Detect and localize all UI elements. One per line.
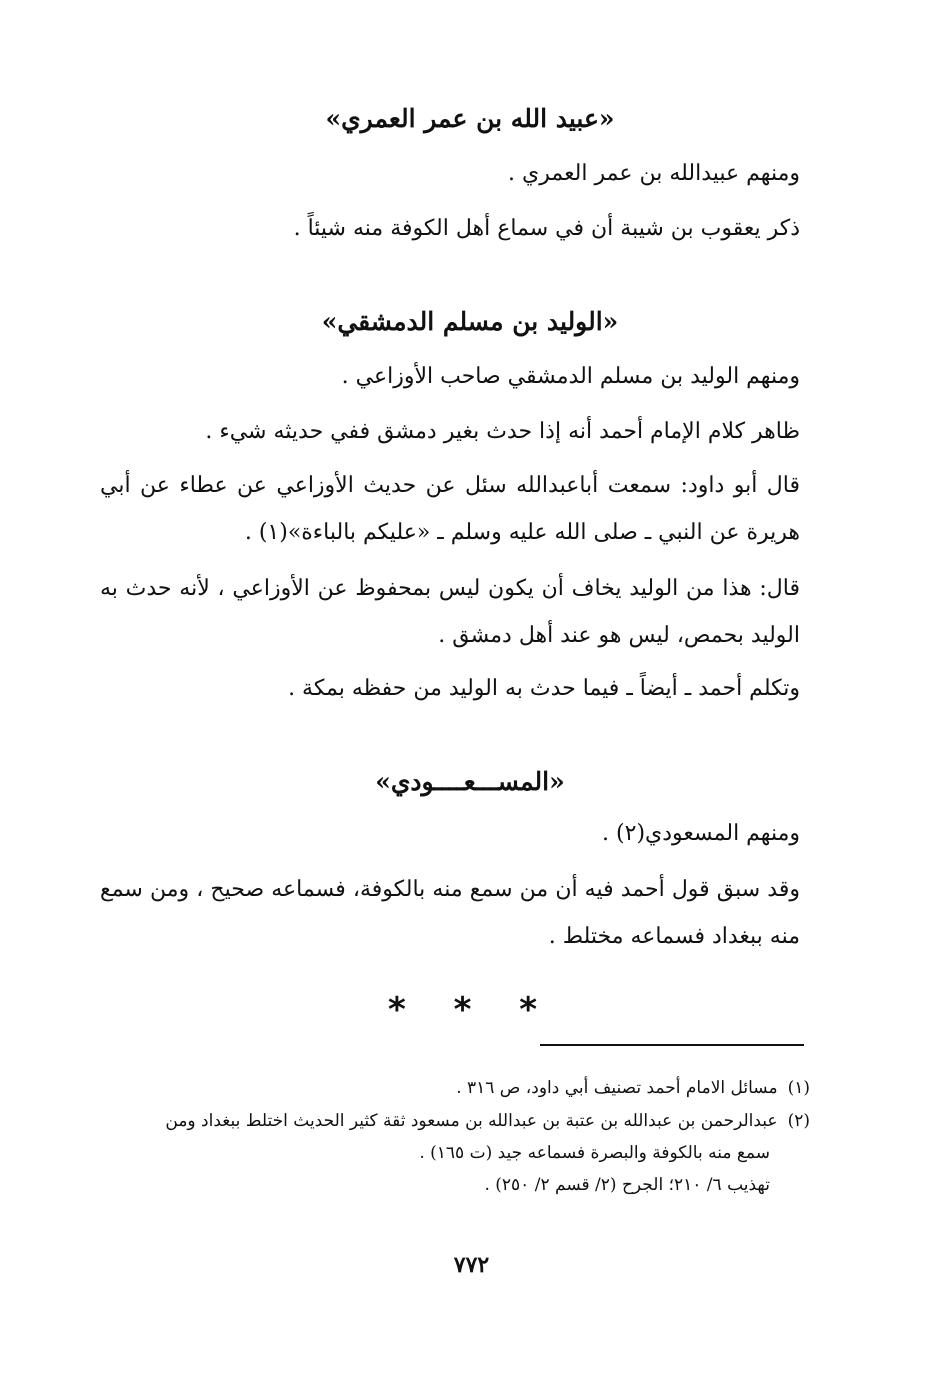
paragraph: ومنهم المسعودي(٢) .	[602, 821, 800, 846]
footnote-text: مسائل الامام أحمد تصنيف أبي داود، ص ٣١٦ .	[456, 1078, 778, 1098]
page-number: ٧٧٢	[453, 1252, 490, 1278]
footnote-2-line-2: سمع منه بالكوفة والبصرة فسماعه جيد (ت ١٦٥) .	[419, 1143, 770, 1163]
footnote-number: (١)	[787, 1078, 810, 1098]
paragraph: ذكر يعقوب بن شيبة أن في سماع أهل الكوفة منه شيئاً .	[293, 216, 800, 241]
paragraph: قال أبو داود: سمعت أباعبدالله سئل عن حديث الأوزاعي عن عطاء عن أبي هريرة عن النبي ـ صلى الله عليه وسلم ـ «عليكم بالباءة»(١) .	[100, 473, 800, 545]
paragraph: ومنهم الوليد بن مسلم الدمشقي صاحب الأوزاعي .	[341, 364, 800, 389]
section-title-masudi: «المســـعــــودي»	[375, 767, 565, 796]
footnote-rule	[540, 1044, 804, 1046]
section-separator: * * *	[387, 990, 555, 1030]
footnote-text: عبدالرحمن بن عبدالله بن عتبة بن عبدالله بن مسعود ثقة كثير الحديث اختلط ببغداد ومن	[165, 1111, 778, 1131]
paragraph: وتكلم أحمد ـ أيضاً ـ فيما حدث به الوليد من حفظه بمكة .	[288, 676, 800, 701]
footnote-1	[110, 1073, 810, 1103]
section-title-umari: «عبيد الله بن عمر العمري»	[325, 104, 615, 133]
footnote-number: (٢)	[787, 1111, 810, 1131]
paragraph: وقد سبق قول أحمد فيه أن من سمع منه بالكوفة، فسماعه صحيح ، ومن سمع منه ببغداد فسماعه مختلط .	[100, 877, 800, 949]
footnote-2-line-3: تهذيب ٦/ ٢١٠؛ الجرح (٢/ قسم ٢/ ٢٥٠) .	[484, 1175, 770, 1195]
paragraph: ظاهر كلام الإمام أحمد أنه إذا حدث بغير دمشق ففي حديثه شيء .	[205, 419, 800, 444]
footnote-2	[110, 1106, 810, 1136]
paragraph: ومنهم عبيدالله بن عمر العمري .	[508, 161, 800, 186]
section-title-walid: «الوليد بن مسلم الدمشقي»	[321, 307, 619, 336]
paragraph: قال: هذا من الوليد يخاف أن يكون ليس بمحفوظ عن الأوزاعي ، لأنه حدث به الوليد بحمص، ليس هو عند أهل دمشق .	[100, 576, 800, 648]
